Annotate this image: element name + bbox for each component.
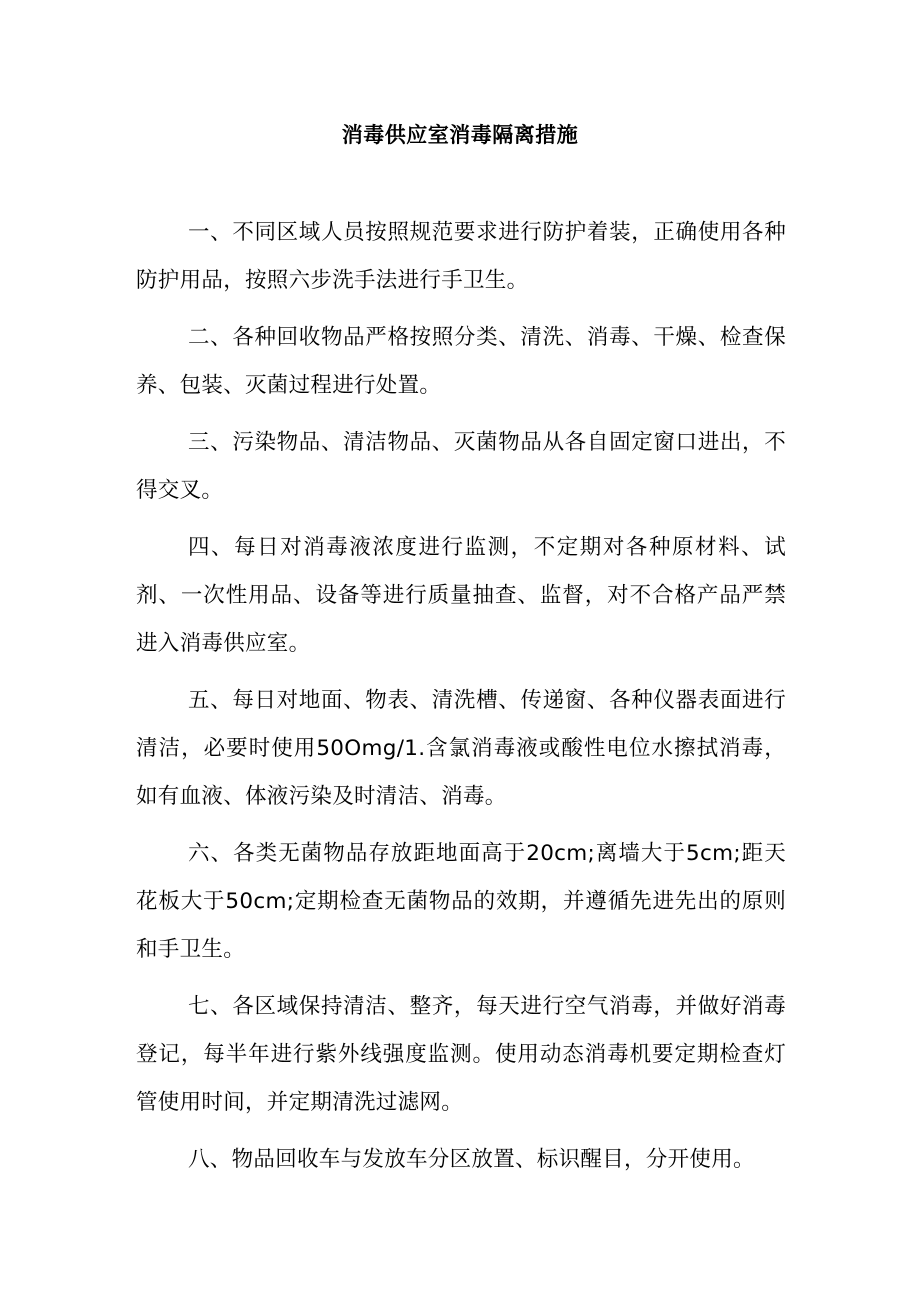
paragraph-6: 六、各类无菌物品存放距地面高于20cm;离墙大于5cm;距天花板大于50cm;定期检查无菌物品的效期，并遵循先进先出的原则和手卫生。 xyxy=(136,841,786,962)
document-body xyxy=(136,209,786,1193)
document-title: 消毒供应室消毒隔离措施 xyxy=(341,123,579,147)
paragraph-8: 八、物品回收车与发放车分区放置、标识醒目，分开使用。 xyxy=(188,1147,755,1172)
paragraph-7: 七、各区域保持清洁、整齐，每天进行空气消毒，并做好消毒登记，每半年进行紫外线强度监测。使用动态消毒机要定期检查灯管使用时间，并定期清洗过滤网。 xyxy=(136,994,786,1115)
paragraph-4: 四、每日对消毒液浓度进行监测，不定期对各种原材料、试剂、一次性用品、设备等进行质量抽查、监督，对不合格产品严禁进入消毒供应室。 xyxy=(136,535,786,656)
paragraph-1: 一、不同区域人员按照规范要求进行防护着装，正确使用各种防护用品，按照六步洗手法进行手卫生。 xyxy=(136,220,786,293)
paragraph-2: 二、各种回收物品严格按照分类、清洗、消毒、干燥、检查保养、包装、灭菌过程进行处置。 xyxy=(136,325,786,398)
paragraph-3: 三、污染物品、清洁物品、灭菌物品从各自固定窗口进出，不得交叉。 xyxy=(136,430,786,503)
paragraph-5: 五、每日对地面、物表、清洗槽、传递窗、各种仪器表面进行清洁，必要时使用50Omg/1.含氯消毒液或酸性电位水擦拭消毒，如有血液、体液污染及时清洁、消毒。 xyxy=(136,688,786,809)
